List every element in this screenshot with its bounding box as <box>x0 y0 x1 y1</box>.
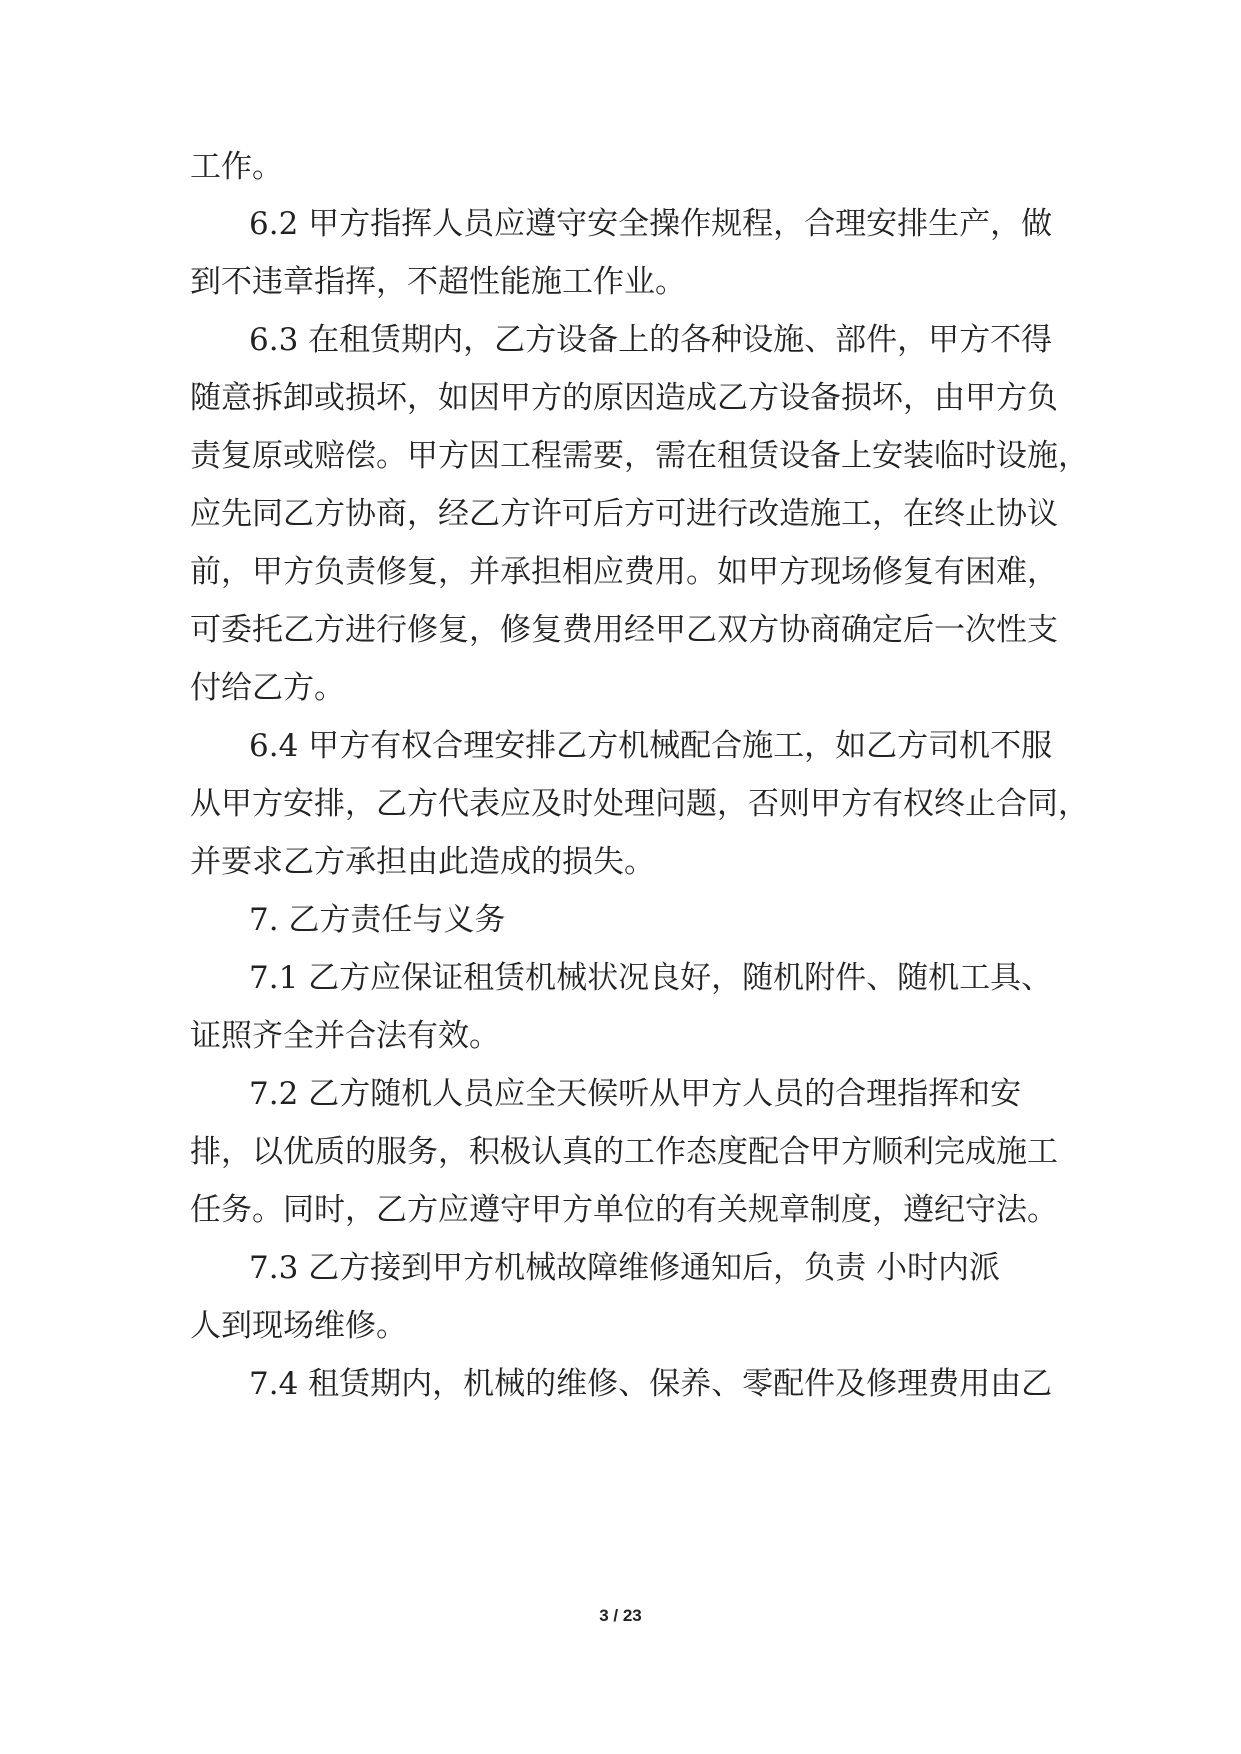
text-line: 付给乙方。 <box>190 670 345 706</box>
clause-7-2: 7.2 乙方随机人员应全天候听从甲方人员的合理指挥和安 <box>249 1076 1022 1112</box>
text-line: 随意拆卸或损坏，如因甲方的原因造成乙方设备损坏，由甲方负 <box>190 380 1058 416</box>
text-line: 证照齐全并合法有效。 <box>190 1018 500 1054</box>
section-7-heading: 7. 乙方责任与义务 <box>249 902 506 938</box>
page-number: 3 / 23 <box>599 1606 642 1625</box>
text-line: 任务。同时，乙方应遵守甲方单位的有关规章制度，遵纪守法。 <box>190 1192 1058 1228</box>
text-line: 并要求乙方承担由此造成的损失。 <box>190 844 655 880</box>
text-line: 排，以优质的服务，积极认真的工作态度配合甲方顺利完成施工 <box>190 1134 1058 1170</box>
clause-6-3: 6.3 在租赁期内，乙方设备上的各种设施、部件，甲方不得 <box>249 322 1053 358</box>
clause-7-4: 7.4 租赁期内，机械的维修、保养、零配件及修理费用由乙 <box>249 1366 1053 1402</box>
text-line: 可委托乙方进行修复，修复费用经甲乙双方协商确定后一次性支 <box>190 612 1058 648</box>
text-line: 前，甲方负责修复，并承担相应费用。如甲方现场修复有困难， <box>190 554 1058 590</box>
clause-6-2: 6.2 甲方指挥人员应遵守安全操作规程，合理安排生产，做 <box>249 206 1053 242</box>
clause-7-3: 7.3 乙方接到甲方机械故障维修通知后，负责 小时内派 <box>249 1250 1001 1286</box>
text-line: 责复原或赔偿。甲方因工程需要，需在租赁设备上安装临时设施， <box>190 438 1089 474</box>
text-line: 到不违章指挥，不超性能施工作业。 <box>190 264 686 300</box>
text-line: 应先同乙方协商，经乙方许可后方可进行改造施工，在终止协议 <box>190 496 1058 532</box>
text-line: 工作。 <box>190 149 283 185</box>
clause-7-1: 7.1 乙方应保证租赁机械状况良好，随机附件、随机工具、 <box>249 960 1053 996</box>
text-line: 从甲方安排，乙方代表应及时处理问题，否则甲方有权终止合同， <box>190 786 1089 822</box>
text-line: 人到现场维修。 <box>190 1308 407 1344</box>
clause-6-4: 6.4 甲方有权合理安排乙方机械配合施工，如乙方司机不服 <box>249 728 1053 764</box>
